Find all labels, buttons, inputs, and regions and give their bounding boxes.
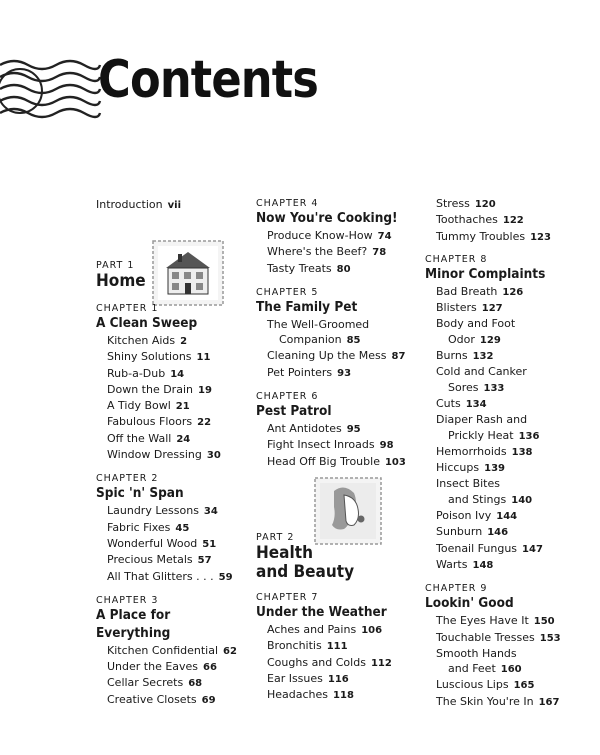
entry-text: Bad Breath xyxy=(436,284,498,298)
entry-page: 132 xyxy=(472,351,494,363)
entry-text: Sunburn xyxy=(436,525,483,539)
entry-text: Rub-a-Dub xyxy=(107,366,166,380)
entry-text: Hiccups xyxy=(436,461,480,475)
toc-entry-continued[interactable] xyxy=(256,332,416,348)
entry-page: 133 xyxy=(483,382,505,394)
entry-page: 144 xyxy=(496,511,518,523)
entry-page: 139 xyxy=(484,463,505,475)
entry-page: 51 xyxy=(202,538,217,550)
toc-entry[interactable] xyxy=(425,229,585,245)
toc-column-2 xyxy=(256,190,416,703)
entry-page: 69 xyxy=(201,694,216,706)
chapter-7-continued xyxy=(425,196,585,245)
toc-entry[interactable] xyxy=(256,622,416,638)
entry-text: Fabulous Floors xyxy=(107,415,193,429)
toc-entry[interactable] xyxy=(425,694,585,710)
chapter-8 xyxy=(425,254,585,573)
chapter-9 xyxy=(425,583,585,710)
toc-entry[interactable] xyxy=(425,508,585,524)
entry-text: Fight Insect Inroads xyxy=(267,438,375,452)
chapter-label: CHAPTER 7 xyxy=(256,591,319,603)
chapter-title[interactable]: Pest Patrol xyxy=(256,403,332,420)
entry-page: 136 xyxy=(518,430,540,442)
entry-page: 2 xyxy=(180,336,188,347)
entry-page: vii xyxy=(167,200,181,211)
toc-entry-continued[interactable] xyxy=(425,428,585,444)
toc-entry[interactable] xyxy=(256,638,416,654)
chapter-title[interactable]: Spic 'n' Span xyxy=(96,485,184,502)
toc-entry[interactable] xyxy=(96,675,256,691)
entry-text: Where's the Beef? xyxy=(267,245,368,259)
chapter-1 xyxy=(96,303,256,463)
toc-entry-continued[interactable] xyxy=(425,332,585,348)
entry-page: 140 xyxy=(511,494,533,506)
toc-entry[interactable] xyxy=(425,284,585,300)
entry-text: Precious Metals xyxy=(107,553,193,567)
entry-page: 147 xyxy=(522,543,543,555)
entry-text: Laundry Lessons xyxy=(107,504,199,518)
part-2-heading xyxy=(256,532,416,582)
toc-entry[interactable] xyxy=(425,613,585,629)
toc-entry[interactable] xyxy=(425,557,585,573)
entry-text: Hemorrhoids xyxy=(436,444,507,458)
toc-entry[interactable] xyxy=(256,421,416,437)
chapter-label: CHAPTER 5 xyxy=(256,286,319,298)
chapter-label: CHAPTER 1 xyxy=(96,303,159,314)
toc-entry-continued[interactable] xyxy=(425,661,585,677)
toc-entry[interactable] xyxy=(256,228,416,244)
entry-page: 126 xyxy=(502,286,524,298)
toc-entry[interactable] xyxy=(425,444,585,460)
entry-text: Body and Foot xyxy=(436,317,516,331)
toc-entry[interactable] xyxy=(96,659,256,675)
entry-text: Introduction xyxy=(96,198,163,211)
toc-entry[interactable] xyxy=(425,524,585,540)
part-label: PART 2 xyxy=(256,531,295,543)
entry-text: Under the Eaves xyxy=(107,660,199,674)
chapter-title[interactable]: Lookin' Good xyxy=(425,595,514,612)
entry-text: Wonderful Wood xyxy=(107,536,198,550)
entry-text: Kitchen Aids xyxy=(107,334,176,347)
entry-page: 103 xyxy=(384,456,406,468)
chapter-label: CHAPTER 2 xyxy=(96,473,159,485)
entry-text: Diaper Rash and xyxy=(436,413,528,427)
toc-entry[interactable] xyxy=(256,454,416,470)
entry-text: Tummy Troubles xyxy=(436,229,526,243)
toc-column-3 xyxy=(425,190,585,710)
entry-page: 21 xyxy=(175,401,190,413)
entry-text: Head Off Big Trouble xyxy=(267,454,380,468)
chapter-title[interactable]: Now You're Cooking! xyxy=(256,210,398,226)
chapter-label: CHAPTER 6 xyxy=(256,391,319,403)
toc-entry[interactable] xyxy=(256,365,416,381)
toc-entry[interactable] xyxy=(425,630,585,646)
entry-text: Bronchitis xyxy=(267,639,322,653)
entry-text: Off the Wall xyxy=(107,431,172,445)
entry-text: Cleaning Up the Mess xyxy=(267,349,387,363)
toc-entry[interactable] xyxy=(425,646,585,661)
chapter-title[interactable]: Minor Complaints xyxy=(425,265,546,282)
chapter-6 xyxy=(256,391,416,470)
page-title: Contents xyxy=(98,50,319,110)
entry-page: 112 xyxy=(370,657,392,669)
entry-page: 30 xyxy=(206,450,221,462)
entry-text: The Skin You're In xyxy=(436,694,534,708)
toc-entry[interactable] xyxy=(96,552,256,568)
entry-page: 138 xyxy=(511,446,533,458)
toc-entry-continued[interactable] xyxy=(425,380,585,396)
postmark-decoration xyxy=(0,55,110,130)
chapter-title[interactable]: Under the Weather xyxy=(256,603,387,620)
entry-text: Warts xyxy=(436,557,468,571)
toc-entry[interactable] xyxy=(96,447,256,463)
entry-page: 116 xyxy=(327,673,349,685)
entry-page: 19 xyxy=(197,384,212,396)
entry-page: 118 xyxy=(333,690,354,702)
entry-page: 62 xyxy=(223,645,237,657)
toc-entry[interactable] xyxy=(425,677,585,693)
entry-page: 127 xyxy=(481,303,503,315)
toc-entry[interactable] xyxy=(96,536,256,552)
entry-page: 66 xyxy=(203,662,217,674)
toc-entry[interactable] xyxy=(256,437,416,453)
entry-page: 24 xyxy=(176,433,191,445)
toc-entry[interactable] xyxy=(425,300,585,316)
entry-page: 14 xyxy=(170,368,185,380)
toc-entry[interactable] xyxy=(425,460,585,476)
entry-text: The Well-Groomed xyxy=(267,317,370,331)
entry-page: 150 xyxy=(533,616,555,628)
entry-text: Fabric Fixes xyxy=(107,520,171,534)
part-label: PART 1 xyxy=(96,260,135,271)
toc-entry[interactable] xyxy=(96,569,256,585)
entry-text: Tasty Treats xyxy=(267,261,332,275)
toc-entry[interactable] xyxy=(96,382,256,398)
toc-entry[interactable] xyxy=(96,643,256,659)
toc-entry[interactable] xyxy=(96,398,256,414)
chapter-label: CHAPTER 8 xyxy=(425,253,488,265)
entry-page: 134 xyxy=(465,398,487,410)
entry-page: 78 xyxy=(372,247,387,259)
entry-text: Insect Bites xyxy=(436,477,500,491)
entry-text-continued: Companion xyxy=(279,333,342,347)
entry-page: 93 xyxy=(337,367,352,379)
entry-page: 85 xyxy=(346,335,361,347)
entry-page: 148 xyxy=(472,559,494,571)
entry-text-continued: Odor xyxy=(448,332,475,346)
chapter-5 xyxy=(256,287,416,381)
entry-text-continued: Sores xyxy=(448,380,479,394)
chapter-title[interactable]: The Family Pet xyxy=(256,298,358,315)
chapter-title[interactable]: A Clean Sweep xyxy=(96,315,198,331)
chapter-label: CHAPTER 4 xyxy=(256,198,319,209)
entry-page: 74 xyxy=(377,231,392,242)
toc-entry[interactable] xyxy=(96,366,256,382)
entry-text: A Tidy Bowl xyxy=(107,399,171,413)
toc-entry[interactable] xyxy=(256,261,416,277)
chapter-label: CHAPTER 9 xyxy=(425,583,488,595)
toc-column-1 xyxy=(96,190,256,708)
entry-text: Down the Drain xyxy=(107,382,193,396)
entry-page: 153 xyxy=(539,632,561,644)
toc-entry[interactable] xyxy=(256,348,416,364)
toc-entry[interactable] xyxy=(425,212,585,228)
part-title-line1: Health xyxy=(256,542,313,563)
entry-text: Creative Closets xyxy=(107,692,197,706)
entry-text: Pet Pointers xyxy=(267,365,333,379)
entry-page: 160 xyxy=(500,664,522,676)
entry-text: Cellar Secrets xyxy=(107,676,184,690)
entry-text: Cold and Canker xyxy=(436,365,527,379)
toc-entry[interactable] xyxy=(96,349,256,365)
toc-entry[interactable] xyxy=(256,687,416,703)
toc-entry[interactable] xyxy=(425,364,585,379)
entry-page: 122 xyxy=(502,215,524,227)
entry-text: Burns xyxy=(436,349,468,363)
entry-page: 146 xyxy=(487,527,509,539)
chapter-title[interactable]: Everything xyxy=(96,624,171,641)
entry-text: Window Dressing xyxy=(107,448,202,462)
entry-text: Touchable Tresses xyxy=(436,630,535,644)
part-title: Home xyxy=(96,271,146,291)
entry-text: Luscious Lips xyxy=(436,678,509,692)
entry-text-continued: and Feet xyxy=(448,662,496,676)
entry-text: Shiny Solutions xyxy=(107,350,192,364)
entry-text: Kitchen Confidential xyxy=(107,643,219,657)
toc-entry[interactable] xyxy=(425,316,585,331)
entry-page: 57 xyxy=(197,555,212,567)
entry-page: 98 xyxy=(379,440,394,452)
entry-page: 22 xyxy=(197,417,212,429)
toc-entry[interactable] xyxy=(96,333,256,349)
entry-text: Aches and Pains xyxy=(267,622,357,636)
toc-entry[interactable] xyxy=(425,412,585,427)
entry-page: 129 xyxy=(479,334,501,346)
toc-entry[interactable] xyxy=(425,348,585,364)
entry-page: 11 xyxy=(196,352,211,364)
chapter-4 xyxy=(256,198,416,277)
entry-page: 111 xyxy=(326,641,348,653)
toc-entry[interactable] xyxy=(96,503,256,519)
toc-entry-continued[interactable] xyxy=(425,492,585,508)
chapter-7 xyxy=(256,592,416,703)
toc-entry[interactable] xyxy=(96,414,256,430)
entry-text: Stress xyxy=(436,197,470,210)
part-title-line2: and Beauty xyxy=(256,561,355,582)
chapter-2 xyxy=(96,473,256,584)
entry-page: 34 xyxy=(203,506,218,518)
entry-page: 165 xyxy=(513,680,535,692)
entry-text: Ant Antidotes xyxy=(267,422,342,436)
entry-text: Poison Ivy xyxy=(436,509,492,523)
entry-text: Cuts xyxy=(436,396,461,410)
toc-entry[interactable] xyxy=(425,396,585,412)
chapter-title[interactable]: A Place for xyxy=(96,606,171,623)
entry-text: Ear Issues xyxy=(267,671,323,685)
entry-text: Produce Know-How xyxy=(267,229,373,242)
entry-text-continued: and Stings xyxy=(448,492,507,506)
entry-page: 167 xyxy=(538,696,560,708)
entry-text: Headaches xyxy=(267,688,329,702)
entry-text-continued: Prickly Heat xyxy=(448,428,514,442)
entry-text: Coughs and Colds xyxy=(267,655,366,669)
entry-text: Smooth Hands xyxy=(436,646,517,660)
chapter-label: CHAPTER 3 xyxy=(96,594,159,606)
entry-text: All That Glitters . . . xyxy=(107,569,214,583)
toc-entry[interactable] xyxy=(96,431,256,447)
entry-page: 68 xyxy=(188,678,203,690)
entry-page: 45 xyxy=(175,522,190,534)
toc-entry[interactable] xyxy=(96,520,256,536)
toc-entry[interactable] xyxy=(256,244,416,260)
toc-entry[interactable] xyxy=(425,476,585,491)
entry-text: Toothaches xyxy=(436,213,498,227)
toc-entry[interactable] xyxy=(425,196,585,212)
toc-entry[interactable] xyxy=(256,671,416,687)
toc-entry[interactable] xyxy=(96,692,256,708)
part-1-heading xyxy=(96,260,256,291)
entry-page: 87 xyxy=(391,351,406,363)
entry-page: 80 xyxy=(336,263,351,275)
toc-entry[interactable] xyxy=(256,655,416,671)
toc-entry[interactable] xyxy=(256,317,416,332)
entry-text: Blisters xyxy=(436,301,477,315)
entry-page: 120 xyxy=(474,199,496,210)
entry-page: 95 xyxy=(346,424,361,436)
entry-text: The Eyes Have It xyxy=(436,614,529,628)
entry-page: 106 xyxy=(361,624,383,636)
entry-page: 59 xyxy=(218,571,233,583)
entry-text: Toenail Fungus xyxy=(436,541,518,555)
entry-page: 123 xyxy=(530,231,551,243)
toc-entry[interactable] xyxy=(425,541,585,557)
toc-entry-introduction[interactable] xyxy=(96,197,256,213)
chapter-3 xyxy=(96,595,256,708)
